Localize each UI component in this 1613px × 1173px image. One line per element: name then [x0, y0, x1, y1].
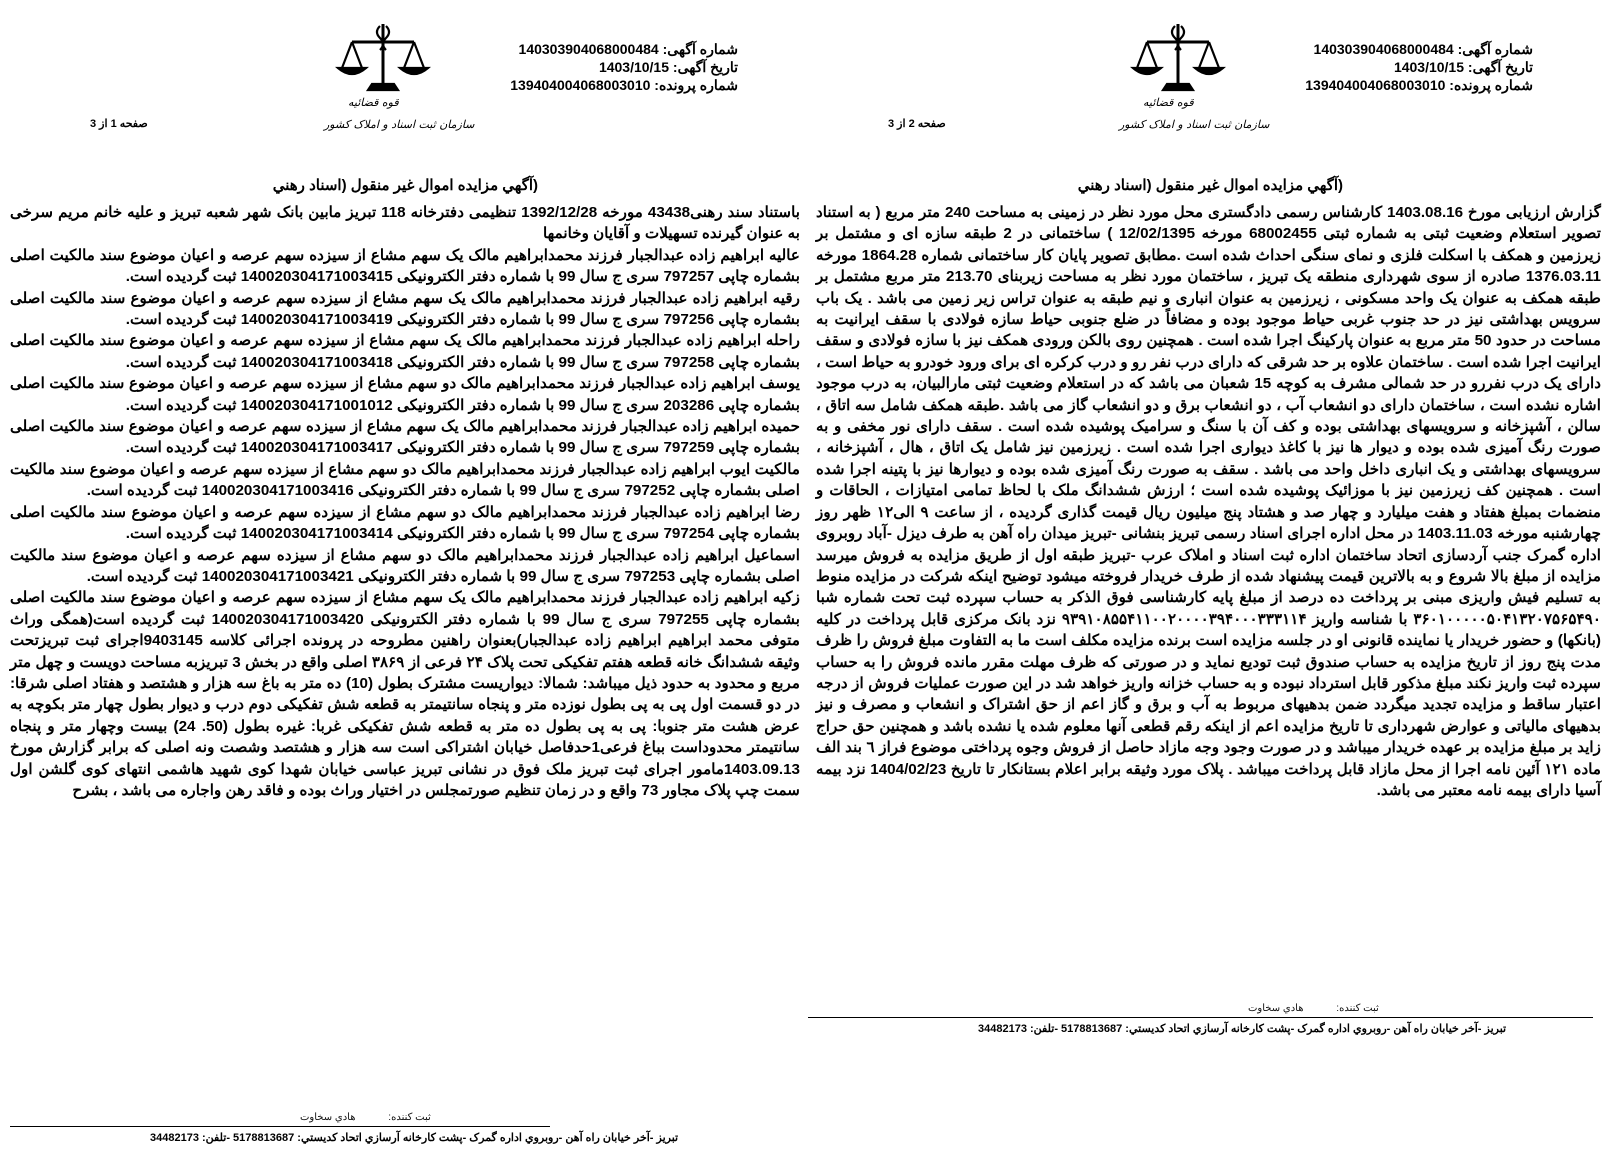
footer-rule [10, 1126, 550, 1127]
footer-address: تبريز -آخر خيابان راه آهن -روبروي اداره گمرک -پشت کارخانه آرسازي اتحاد کديستي: 5178813687 -تلفن: 34482173 [978, 1023, 1507, 1035]
signature-label: ثبت کننده: [1336, 1003, 1379, 1014]
signature [1248, 1003, 1379, 1014]
signature [300, 1112, 431, 1123]
file-number: شماره پرونده: 139404004068003010 [1305, 77, 1533, 93]
file-number: شماره پرونده: 139404004068003010 [510, 77, 738, 93]
ad-number: شماره آگهی: 140303904068000484 [1313, 41, 1533, 57]
judiciary-scales-emblem-icon [1113, 18, 1270, 138]
paragraph: مالکیت ایوب ابراهیم زاده عبدالجبار فرزند محمدابراهیم مالک دو سهم مشاع از سیزده سهم عرصه و اعیان موضوع سند مالکیت اصلی بشماره چاپی 797252 سری ج سال 99 با شماره دفتر الکترونیکی 140020304171003416 ثبت گردیده است. [10, 460, 800, 500]
emblem-line-1: قوه قضائیه [348, 96, 399, 109]
ad-number: شماره آگهی: 140303904068000484 [518, 41, 738, 57]
paragraph: رضا ابراهیم زاده عبدالجبار فرزند محمدابراهیم مالک دو سهم مشاع از سیزده سهم عرصه و اعیان موضوع سند مالکیت اصلی بشماره چاپی 797254 سری ج سال 99 با شماره دفتر الکترونیکی 140020304171003414 ثبت گردیده است. [10, 503, 800, 543]
footer-rule [808, 1017, 1593, 1018]
signature-label: ثبت کننده: [388, 1112, 431, 1123]
paragraph: زکیه ابراهیم زاده عبدالجبار فرزند محمدابراهیم مالک یک سهم مشاع از سیزده سهم عرصه و اعیان موضوع سند مالکیت اصلی بشماره چاپی 797255 سری ج سال 99 با شماره دفتر الکترونیکی 140020304171003420 ثبت گردیده است(همگی وراث متوفی محمد ابراهیم ابراهیم زاده عبدالجبار)بعنوان راهنین مطروحه در پرونده اجرائی کلاسه 9403145اجرای ثبت تبریزتحت وثیقه ششدانگ خانه قطعه هفتم تفکیکی تحت پلاک ۲۴ فرعی از ۳۸۶۹ اصلی واقع در بخش 3 تبریزبه مساحت دویست و چهل متر مربع و محدود به حدود ذیل میباشد: شمالا: دیواریست مشترک بطول (10) ده متر به باغ سه هزار و هشتصد و هفتاد اصلی شرقا: در دو قسمت اول پی به پی بطول نوزده متر و پنجاه سانتیمتر به قطعه شش تفکیکی دوم درب و دیوار بطول چهار متر بکوچه به عرض هشت متر جنوبا: پی به پی بطول ده متر به قطعه شش تفکیکی غربا: غیره بطول (50. 24) بیست وچهار متر و پنجاه سانتیمتر محدوداست بباغ فرعی1حدفاصل خیابان اشتراکی است سه هزار و هشتصد وشصت ونه اصلی که برابر گزارش مورخ 1403.09.13مامور اجرای ثبت تبریز ملک فوق در نشانی تبریز عباسی خیابان شهدا کوی شهید هاشمی انتهای کوی گلشن اول سمت چپ پلاک مجاور 73 واقع و در زمان تنظیم صورتمجلس در اختیار وراث بوده و فاقد رهن واجاره می باشد ، بشرح [10, 589, 801, 799]
notice-title: (آگهي مزايده اموال غير منقول (اسناد رهني [272, 177, 538, 194]
judiciary-scales-emblem-icon [318, 18, 475, 138]
signature-name: هادي سخاوت [300, 1112, 356, 1123]
footer-address: تبريز -آخر خيابان راه آهن -روبروي اداره گمرک -پشت کارخانه آرسازي اتحاد کديستي: 5178813687 -تلفن: 34482173 [150, 1132, 679, 1144]
ad-meta [1243, 40, 1533, 94]
emblem-line-2: سازمان ثبت اسناد و املاک کشور [1119, 118, 1270, 131]
ad-date: تاریخ آگهی: 1403/10/15 [1393, 59, 1533, 75]
paragraph: باستناد سند رهنی43438 مورخه 1392/12/28 تنظیمی دفترخانه 118 تبریز مابین بانک شهر شعبه تبریز و علیه خانم مریم سرخی به عنوان گیرنده تسهیلات و آقایان وخانمها [10, 204, 800, 243]
paragraph: رقیه ابراهیم زاده عبدالجبار فرزند محمدابراهیم مالک یک سهم مشاع از سیزده سهم عرصه و اعیان موضوع سند مالکیت اصلی بشماره چاپی 797256 سری ج سال 99 با شماره دفتر الکترونیکی 140020304171003419 ثبت گردیده است. [10, 289, 800, 329]
emblem-line-2: سازمان ثبت اسناد و املاک کشور [324, 118, 475, 131]
notice-title: (آگهي مزايده اموال غير منقول (اسناد رهني [1077, 177, 1343, 194]
notice-body [816, 202, 1601, 801]
paragraph: راحله ابراهیم زاده عبدالجبار فرزند محمدابراهیم مالک یک سهم مشاع از سیزده سهم عرصه و اعیان موضوع سند مالکیت اصلی بشماره چاپی 797258 سری ج سال 99 با شماره دفتر الکترونیکی 140020304171003418 ثبت گردیده است. [10, 332, 800, 371]
page-label: صفحه 2 از 3 [888, 118, 946, 130]
paragraph: اسماعیل ابراهیم زاده عبدالجبار فرزند محمدابراهیم مالک دو سهم مشاع از سیزده سهم عرصه و اعیان موضوع سند مالکیت اصلی بشماره چاپی 797253 سری ج سال 99 با شماره دفتر الکترونیکی 140020304171003421 ثبت گردیده است. [10, 546, 800, 585]
notice-body [10, 202, 800, 801]
paragraph: گزارش ارزیابی مورخ 1403.08.16 کارشناس رسمی دادگستری محل مورد نظر در زمینی به مساحت 240 متر مربع ( به استناد تصویر استعلام وضعیت ثبتی به شماره ثبتی 68002455 مورخه 12/02/1395 ) ساختمانی در 2 طبقه سازه ای و مشتمل بر زیرزمین و همکف با اسکلت فلزی و نمای سنگی احداث شده است .مطابق تصویر پایان کار ساختمانی شماره 1864.28 مورخه 1376.03.11 صادره از سوی شهرداری منطقه یک تبریز ، ساختمان مورد نظر به مساحت زیربنای 213.70 متر مربع مشتمل بر طبقه همکف به عنوان یک واحد مسکونی ، زیرزمین به عنوان انباری و نیم طبقه به عنوان تراس زیر زمین می باشد . یک باب سرویس بهداشتی نیز در حد جنوب غربی حیاط موجود بوده و مضافاً در ضلع جنوبی حیاط سازه فولادی با سقف ایرانیت به مساحت در حدود 50 متر مربع به عنوان پارکینگ اجرا شده است . همچنین روی بالکن ورودی همکف نیز با سازه فولادی و سقف ایرانیت اجرا شده است . ساختمان علاوه بر حد شرقی که دارای درب نفر رو و درب کرکره ای برای ورود خودرو به حیاط است ، دارای یک درب نفررو در حد شمالی مشرف به کوچه 15 شعبان می باشد که در استعلام وضعیت ثبتی مارالبیان، به درب موجود اشاره نشده است ، ساختمان دارای دو انشعاب آب ، دو انشعاب برق و دو انشعاب گاز می باشد .طبقه همکف شامل سه اتاق ، سالن ، آشپزخانه و سرویسهای بهداشتی بوده و کف آن با سنگ و سرامیک پوشیده شده است . سقف دارای نور مخفی و به صورت رنگ آمیزی شده بوده و دیوار ها نیز با کاغذ دیواری اجرا شده است . زیرزمین نیز شامل یک اتاق ، هال ، آشپزخانه ، سرویسهای بهداشتی و یک انباری داخل واحد می باشد . سقف به صورت رنگ آمیزی شده بوده و دیوارها نیز با پتینه اجرا شده است . همچنین کف زیرزمین نیز با موزائیک پوشیده شده است ؛ ارزش ششدانگ ملک با لحاظ تمامی امتیازات ، الحاقات و منضمات بمبلغ هفتاد و هفت میلیارد و چهار صد و هشتاد پنج میلیون ریال قیمت گذاری گردیده ، از ساعت ۹ الی۱۲ ظهر روز چهارشنبه مورخه 1403.11.03 در محل اداره اجرای اسناد رسمی تبریز بنشانی -تبریز میدان راه آهن به طرف دیزل -آباد روبروی اداره گمرک جنب آردسازی اتحاد ساختمان اداره ثبت اسناد و املاک عرب -تبریز طبقه اول از طریق مزایده به فروش میرسد مزایده از مبلغ بالا شروع و به بالاترین قیمت پیشنهاد شده از طرف خریدار فروخته میشود توضیح اینکه شرکت در مزایده منوط به تسلیم فیش واریزی مبنی بر پرداخت ده درصد از مبلغ پایه کارشناسی فوق الذکر به حساب سپرده ثبت تحت شماره شبا ۳۶۰۱۰۰۰۰۰۵۰۴۱۳۲۰۷۵۶۵۴۹۰ با شناسه واریز ۹۳۹۱۰۸۵۵۴۱۱۰۰۲۰۰۰۰۳۹۴۰۰۰۳۳۳۱۱۴ نزد بانک مرکزی قابل پرداخت در کلیه (بانکها) و حضور خریدار یا نماینده قانونی او در جلسه مزایده است برنده مزایده مکلف است ما به التفاوت مبلغ فروش را ظرف مدت پنج روز از تاریخ مزایده به حساب صندوق ثبت تودیع نماید و در صورتی که ظرف مهلت مقرر مانده فروش را به حساب سپرده ثبت واریز نکند مبلغ مذکور قابل استرداد نبوده و به حساب خزانه واریز خواهد شد در این صورت عملیات فروش از درجه اعتبار ساقط و مزایده تجدید میگردد ضمن بدهیهای مربوط به آب و برق و گاز اعم از حق اشتراک و انشعاب و مصرف و نیز بدهیهای مالیاتی و عوارض شهرداری تا تاریخ مزایده اعم از اینکه رقم قطعی آنها معلوم شده یا نشده باشد و همچنین حق حراج زاید بر مبلغ مزایده بر عهده خریدار میباشد و در صورت وجود وجه مازاد حاصل از فروش وجوه پرداختی موضوع فراز ٦ بند الف ماده ١٢١ آئین نامه اجرا از محل مازاد قابل پرداخت میباشد . پلاک مورد وثیقه برابر اعلام بستانکار تا تاریخ 1404/02/23 نزد بیمه آسیا دارای بیمه نامه معتبر می باشد. [816, 204, 1602, 799]
paragraph: یوسف ابراهیم زاده عبدالجبار فرزند محمدابراهیم مالک دو سهم مشاع از سیزده سهم عرصه و اعیان موضوع سند مالکیت اصلی بشماره چاپی 203286 سری ج سال 99 با شماره دفتر الکترونیکی 140020304171001012 ثبت گردیده است. [10, 375, 800, 414]
ad-meta [448, 40, 738, 94]
signature-name: هادي سخاوت [1248, 1003, 1304, 1014]
emblem-line-1: قوه قضائیه [1143, 96, 1194, 109]
paragraph: حمیده ابراهیم زاده عبدالجبار فرزند محمدابراهیم مالک یک سهم مشاع از سیزده سهم عرصه و اعیان موضوع سند مالکیت اصلی بشماره چاپی 797259 سری ج سال 99 با شماره دفتر الکترونیکی 140020304171003417 ثبت گردیده است. [10, 418, 800, 457]
page-label: صفحه 1 از 3 [90, 118, 148, 130]
page-two [808, 0, 1613, 1173]
paragraph: عالیه ابراهیم زاده عبدالجبار فرزند محمدابراهیم مالک یک سهم مشاع از سیزده سهم عرصه و اعیان موضوع سند مالکیت اصلی بشماره چاپی 797257 سری ج سال 99 با شماره دفتر الکترونیکی 140020304171003415 ثبت گردیده است. [10, 246, 800, 286]
ad-date: تاریخ آگهی: 1403/10/15 [598, 59, 738, 75]
